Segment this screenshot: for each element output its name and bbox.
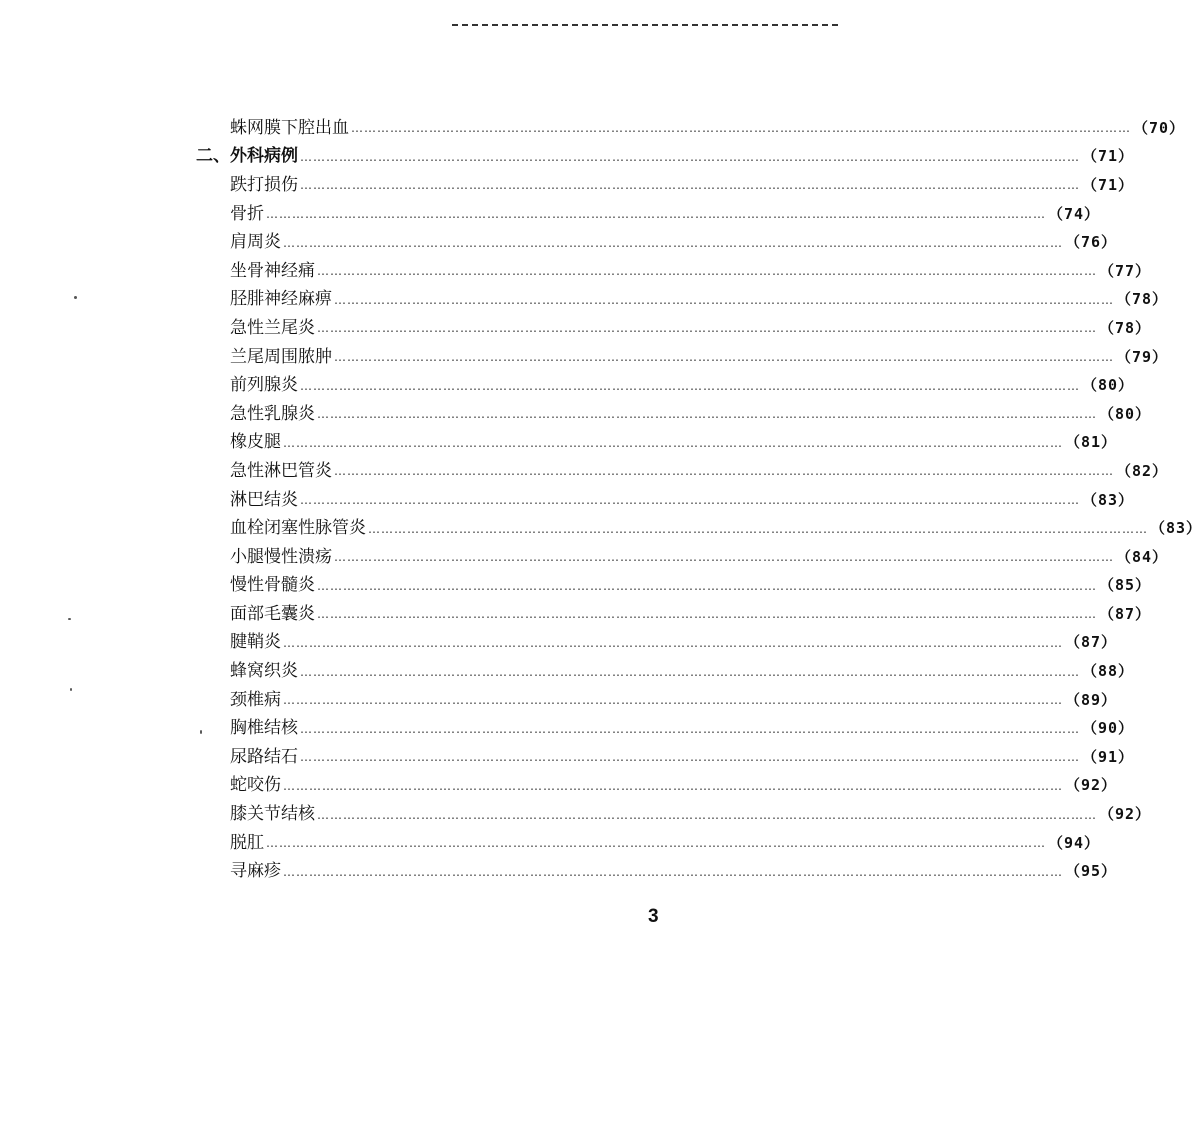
entry-title: 急性乳腺炎 bbox=[230, 403, 315, 424]
scan-speck bbox=[200, 730, 202, 734]
entry-page-ref: （76） bbox=[1065, 233, 1118, 252]
toc-entry bbox=[196, 857, 1118, 886]
dot-leader: ……………………………………………………………………………………………………………………………………………………………… bbox=[317, 807, 1097, 822]
dot-leader: ……………………………………………………………………………………………………………………………………………………………… bbox=[368, 521, 1148, 536]
entry-title: 面部毛囊炎 bbox=[230, 603, 315, 624]
scan-speck bbox=[74, 296, 77, 299]
dot-leader: ……………………………………………………………………………………………………………………………………………………………… bbox=[300, 721, 1080, 736]
entry-title: 胫腓神经麻痹 bbox=[230, 289, 332, 310]
section-title: 外科病例 bbox=[230, 146, 298, 167]
toc-entry bbox=[196, 257, 1152, 286]
entry-page-ref: （88） bbox=[1082, 662, 1135, 681]
toc-entry bbox=[196, 800, 1152, 829]
toc-entry bbox=[196, 772, 1118, 801]
entry-page-ref: （91） bbox=[1082, 747, 1135, 766]
dot-leader: ……………………………………………………………………………………………………………………………………………………………… bbox=[317, 578, 1097, 593]
dot-leader: ……………………………………………………………………………………………………………………………………………………………… bbox=[317, 407, 1097, 422]
scan-speck bbox=[70, 688, 72, 691]
dot-leader: ……………………………………………………………………………………………………………………………………………………………… bbox=[300, 178, 1080, 193]
toc-entry bbox=[196, 657, 1135, 686]
entry-page-ref: （77） bbox=[1099, 261, 1152, 280]
entry-title: 蛇咬伤 bbox=[230, 775, 281, 796]
toc-entry bbox=[196, 829, 1101, 858]
entry-page-ref: （71） bbox=[1082, 147, 1135, 166]
entry-page-ref: （95） bbox=[1065, 862, 1118, 881]
toc-entry bbox=[196, 200, 1101, 229]
entry-page-ref: （82） bbox=[1116, 461, 1169, 480]
toc-entry bbox=[196, 371, 1135, 400]
entry-title: 淋巴结炎 bbox=[230, 489, 298, 510]
toc-section-heading bbox=[196, 143, 1135, 172]
toc-entry bbox=[196, 228, 1118, 257]
entry-title: 寻麻疹 bbox=[230, 861, 281, 882]
dot-leader: ……………………………………………………………………………………………………………………………………………………………… bbox=[300, 750, 1080, 765]
entry-title: 蛛网膜下腔出血 bbox=[230, 117, 349, 138]
dot-leader: ……………………………………………………………………………………………………………………………………………………………… bbox=[283, 435, 1063, 450]
dot-leader: ……………………………………………………………………………………………………………………………………………………………… bbox=[283, 778, 1063, 793]
toc-entry bbox=[196, 114, 1186, 143]
entry-page-ref: （94） bbox=[1048, 833, 1101, 852]
table-of-contents bbox=[196, 114, 1202, 886]
entry-title: 前列腺炎 bbox=[230, 375, 298, 396]
entry-page-ref: （70） bbox=[1133, 118, 1186, 137]
dot-leader: ……………………………………………………………………………………………………………………………………………………………… bbox=[334, 292, 1114, 307]
dot-leader: ……………………………………………………………………………………………………………………………………………………………… bbox=[283, 635, 1063, 650]
entry-page-ref: （92） bbox=[1065, 776, 1118, 795]
page-number: 3 bbox=[648, 906, 659, 927]
dot-leader: ……………………………………………………………………………………………………………………………………………………………… bbox=[283, 693, 1063, 708]
entry-page-ref: （85） bbox=[1099, 576, 1152, 595]
toc-entry bbox=[196, 286, 1169, 315]
toc-entry bbox=[196, 429, 1118, 458]
toc-entry bbox=[196, 600, 1152, 629]
entry-page-ref: （78） bbox=[1116, 290, 1169, 309]
entry-page-ref: （83） bbox=[1082, 490, 1135, 509]
entry-title: 慢性骨髓炎 bbox=[230, 575, 315, 596]
entry-title: 胸椎结核 bbox=[230, 718, 298, 739]
entry-page-ref: （87） bbox=[1065, 633, 1118, 652]
toc-entry bbox=[196, 714, 1135, 743]
entry-title: 尿路结石 bbox=[230, 746, 298, 767]
entry-title: 坐骨神经痛 bbox=[230, 260, 315, 281]
dot-leader: ……………………………………………………………………………………………………………………………………………………………… bbox=[300, 149, 1080, 164]
dot-leader: ……………………………………………………………………………………………………………………………………………………………… bbox=[334, 550, 1114, 565]
dot-leader: ……………………………………………………………………………………………………………………………………………………………… bbox=[266, 836, 1046, 851]
toc-entry bbox=[196, 686, 1118, 715]
section-number: 二、 bbox=[196, 146, 230, 167]
entry-title: 膝关节结核 bbox=[230, 804, 315, 825]
toc-entry bbox=[196, 514, 1202, 543]
entry-title: 跌打损伤 bbox=[230, 174, 298, 195]
toc-entry bbox=[196, 314, 1152, 343]
entry-page-ref: （74） bbox=[1048, 204, 1101, 223]
scan-speck bbox=[68, 618, 71, 620]
toc-entry bbox=[196, 400, 1152, 429]
toc-entry bbox=[196, 171, 1135, 200]
toc-entry bbox=[196, 743, 1135, 772]
toc-entry bbox=[196, 543, 1169, 572]
entry-page-ref: （80） bbox=[1099, 404, 1152, 423]
dot-leader: ……………………………………………………………………………………………………………………………………………………………… bbox=[317, 264, 1097, 279]
entry-page-ref: （79） bbox=[1116, 347, 1169, 366]
top-dashed-rule bbox=[452, 24, 838, 26]
entry-page-ref: （89） bbox=[1065, 690, 1118, 709]
entry-title: 血栓闭塞性脉管炎 bbox=[230, 518, 366, 539]
entry-page-ref: （83） bbox=[1150, 519, 1202, 538]
entry-title: 肩周炎 bbox=[230, 232, 281, 253]
dot-leader: ……………………………………………………………………………………………………………………………………………………………… bbox=[266, 207, 1046, 222]
entry-page-ref: （90） bbox=[1082, 719, 1135, 738]
dot-leader: ……………………………………………………………………………………………………………………………………………………………… bbox=[300, 493, 1080, 508]
entry-title: 急性兰尾炎 bbox=[230, 317, 315, 338]
toc-entry bbox=[196, 486, 1135, 515]
entry-page-ref: （81） bbox=[1065, 433, 1118, 452]
entry-title: 颈椎病 bbox=[230, 689, 281, 710]
entry-title: 骨折 bbox=[230, 203, 264, 224]
entry-title: 腱鞘炎 bbox=[230, 632, 281, 653]
dot-leader: ……………………………………………………………………………………………………………………………………………………………… bbox=[283, 864, 1063, 879]
entry-title: 脱肛 bbox=[230, 832, 264, 853]
toc-entry bbox=[196, 343, 1169, 372]
entry-page-ref: （71） bbox=[1082, 175, 1135, 194]
entry-page-ref: （80） bbox=[1082, 376, 1135, 395]
entry-title: 蜂窝织炎 bbox=[230, 661, 298, 682]
entry-page-ref: （84） bbox=[1116, 547, 1169, 566]
dot-leader: ……………………………………………………………………………………………………………………………………………………………… bbox=[334, 350, 1114, 365]
toc-entry bbox=[196, 629, 1118, 658]
entry-page-ref: （92） bbox=[1099, 805, 1152, 824]
dot-leader: ……………………………………………………………………………………………………………………………………………………………… bbox=[334, 464, 1114, 479]
dot-leader: ……………………………………………………………………………………………………………………………………………………………… bbox=[300, 378, 1080, 393]
entry-page-ref: （78） bbox=[1099, 318, 1152, 337]
dot-leader: ……………………………………………………………………………………………………………………………………………………………… bbox=[351, 121, 1131, 136]
toc-entry bbox=[196, 457, 1169, 486]
toc-entry bbox=[196, 572, 1152, 601]
dot-leader: ……………………………………………………………………………………………………………………………………………………………… bbox=[317, 321, 1097, 336]
entry-page-ref: （87） bbox=[1099, 604, 1152, 623]
entry-title: 小腿慢性溃疡 bbox=[230, 546, 332, 567]
dot-leader: ……………………………………………………………………………………………………………………………………………………………… bbox=[283, 235, 1063, 250]
entry-title: 橡皮腿 bbox=[230, 432, 281, 453]
entry-title: 急性淋巴管炎 bbox=[230, 460, 332, 481]
dot-leader: ……………………………………………………………………………………………………………………………………………………………… bbox=[300, 664, 1080, 679]
entry-title: 兰尾周围脓肿 bbox=[230, 346, 332, 367]
dot-leader: ……………………………………………………………………………………………………………………………………………………………… bbox=[317, 607, 1097, 622]
